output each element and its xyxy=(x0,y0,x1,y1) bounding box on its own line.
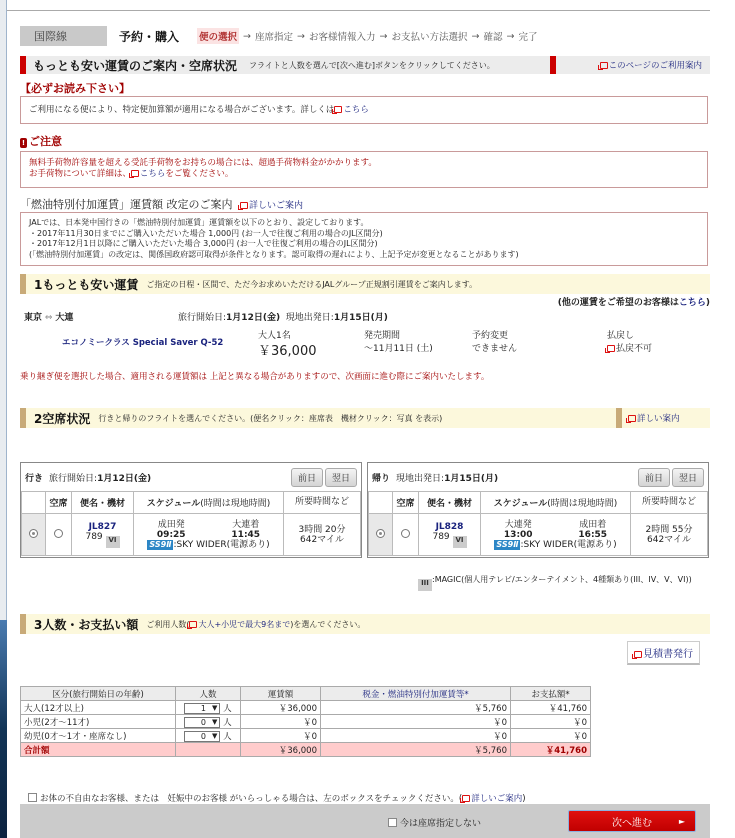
flight-number-link[interactable]: JL827 xyxy=(88,521,117,532)
page-help-link[interactable]: このページのご利用案内 xyxy=(600,59,702,71)
accent-bar xyxy=(20,56,26,74)
section-title: 3人数・お支払い額 xyxy=(34,617,139,632)
return-flight-panel xyxy=(367,462,709,558)
must-read-heading: 【必ずお読み下さい】 xyxy=(20,82,130,95)
col-header: 空席 xyxy=(393,492,419,514)
accent-bar xyxy=(20,408,26,428)
route-from: 東京 xyxy=(24,313,43,323)
arrow: → xyxy=(243,30,251,42)
roundtrip-icon: ⇔ xyxy=(44,313,53,323)
flight-date: 1月15日(月) xyxy=(444,473,499,484)
duration: 2時間 55分 xyxy=(645,524,693,535)
seat-availability-radio[interactable] xyxy=(401,529,410,538)
next-day-button[interactable]: 翌日 xyxy=(325,468,357,487)
table-row: 小児(2才～11才) 0 ▼ 人 ￥0 ￥0 ￥0 xyxy=(21,715,591,729)
arr-time: 11:45 xyxy=(231,529,261,540)
col-header: スケジュール(時間は現地時間) xyxy=(134,492,284,514)
travel-dates: 旅行開始日:1月12日(金) 現地出発日:1月15日(月) xyxy=(178,313,388,323)
arrow: → xyxy=(297,30,305,42)
col-header: 空席 xyxy=(46,492,72,514)
step: お客様情報入力 xyxy=(308,32,376,43)
arrow: → xyxy=(471,30,480,42)
fuel-detail-link[interactable]: 詳しいご案内 xyxy=(240,201,303,211)
baggage-link[interactable]: こちら xyxy=(131,169,166,179)
table-row: 幼児(0才～1才・座席なし) 0 ▼ 人 ￥0 ￥0 ￥0 xyxy=(21,729,591,743)
sky-wider-icon: SS9Ⅱ xyxy=(149,539,172,549)
magic-iii-icon: III xyxy=(418,579,432,591)
caution-box xyxy=(20,151,708,188)
external-window-icon xyxy=(240,202,248,209)
col-header: 便名・機材 xyxy=(419,492,481,514)
footer-bar xyxy=(20,804,710,838)
play-arrow-icon: ► xyxy=(678,816,685,826)
miles: 642マイル xyxy=(647,534,691,545)
step: 完了 xyxy=(518,32,538,43)
sale-period-label: 発売期間 xyxy=(364,331,401,341)
col-header: 所要時間など xyxy=(284,492,361,514)
section-title: 2空席状況 xyxy=(34,411,91,426)
no-seat-option: 今は座席指定しない xyxy=(388,816,481,829)
next-button[interactable]: 次へ進む ► xyxy=(568,810,696,832)
next-day-button[interactable]: 翌日 xyxy=(672,468,704,487)
accent-bar xyxy=(20,614,26,634)
col-header: 便名・機材 xyxy=(72,492,134,514)
prev-day-button[interactable]: 前日 xyxy=(638,468,670,487)
payment-header xyxy=(20,614,710,634)
section-description: 行きと帰りのフライトを選んでください。(便名クリック：座席表 機材クリック：写真 を表示) xyxy=(98,413,443,423)
col-header: お支払額* xyxy=(511,687,591,701)
external-window-icon xyxy=(334,106,342,113)
flight-row[interactable]: JL828 789 VI 大連発 成田着 13:00 16:55 SS9Ⅱ :SKY WIDER(電源あり) 2時間 55分 642マイル xyxy=(369,514,708,556)
fuel-line: ・2017年12月1日以降にご購入いただいた場合 3,000円 (お一人で往復ご利用の場合のJL区間分) xyxy=(29,239,378,248)
connection-note: 乗り継ぎ便を選択した場合、適用される運賃額は 上記と異なる場合がありますので、次画面に進む際にご案内いたします。 xyxy=(20,372,490,382)
aircraft-link[interactable]: 789 xyxy=(85,531,103,542)
prev-day-button[interactable]: 前日 xyxy=(291,468,323,487)
aircraft-link[interactable]: 789 xyxy=(432,531,450,542)
refund-label: 払戻し xyxy=(607,331,635,341)
passenger-limit-link[interactable]: 大人+小児で最大9名まで xyxy=(189,620,290,629)
other-fares-link[interactable]: こちら xyxy=(678,298,706,308)
must-read-box xyxy=(20,96,708,124)
flight-table xyxy=(21,491,361,556)
flight-table xyxy=(368,491,708,556)
top-divider xyxy=(7,10,710,11)
caution-line: お手荷物について詳細は、 こちらをご覧ください。 xyxy=(29,169,234,179)
flight-select-radio[interactable] xyxy=(29,529,38,538)
step: 座席指定 xyxy=(255,32,294,43)
magic-vi-icon: VI xyxy=(106,536,120,548)
pax-label: 大人1名 xyxy=(258,331,291,341)
col-header: 税金・燃油特別付加運賃等* xyxy=(321,687,511,701)
fare-name: エコノミークラス Special Saver Q-52 xyxy=(62,338,224,348)
outbound-flight-panel xyxy=(20,462,362,558)
external-window-icon xyxy=(628,415,636,422)
col-header: 運賃額 xyxy=(241,687,321,701)
browser-side-edge xyxy=(0,0,7,838)
flight-date: 1月12日(金) xyxy=(97,473,152,484)
child-count-select[interactable]: 0 ▼ xyxy=(184,717,220,728)
no-seat-checkbox[interactable] xyxy=(388,818,397,827)
flight-row[interactable]: JL827 789 VI 成田発 大連着 09:25 11:45 SS9Ⅱ :SKY WIDER(電源あり) 3時間 20分 642マイル xyxy=(22,514,361,556)
step-current: 便の選択 xyxy=(197,28,239,44)
total-row: 合計額 ￥36,000 ￥5,760 ￥41,760 xyxy=(21,743,591,757)
alert-icon: ! xyxy=(21,139,26,147)
must-read-link[interactable]: こちら xyxy=(334,105,369,115)
section-title: もっとも安い運賃のご案内・空席状況 xyxy=(33,58,238,73)
step: 確認 xyxy=(483,32,503,43)
availability-help-link[interactable]: 詳しい案内 xyxy=(628,412,680,424)
dep-time: 13:00 xyxy=(503,529,533,540)
fare-price: ￥36,000 xyxy=(258,344,317,359)
section-description: ご指定の日程・区間で、ただ今お求めいただけるJALグループ正規割引運賃をご案内します。 xyxy=(146,279,478,289)
route-to: 大連 xyxy=(55,313,74,323)
sale-period: ～11月11日 (土) xyxy=(364,344,433,354)
refund-link[interactable]: 払戻不可 xyxy=(607,341,652,354)
external-window-icon xyxy=(131,170,139,177)
arr-time: 16:55 xyxy=(578,529,608,540)
accent-bar xyxy=(20,274,26,294)
adult-count-select[interactable]: 1 ▼ xyxy=(184,703,220,714)
direction-label: 行き xyxy=(25,473,44,484)
page-header xyxy=(20,26,710,46)
availability-header xyxy=(20,408,710,428)
main-section-header xyxy=(20,56,710,74)
caution-heading: ! ご注意 xyxy=(21,135,62,148)
progress-steps xyxy=(197,28,537,44)
payment-table xyxy=(20,686,591,757)
col-header: 人数 xyxy=(176,687,241,701)
miles: 642マイル xyxy=(300,534,344,545)
special-assist-row: お体の不自由なお客様、または 妊娠中のお客様 がいらっしゃる場合は、左のボックスをチェックください。( 詳しいご案内) xyxy=(28,792,526,804)
accent-bar xyxy=(550,56,556,74)
accent-bar xyxy=(616,408,622,428)
route-line xyxy=(24,310,714,323)
change-label: 予約変更 xyxy=(472,331,509,341)
fuel-notice-box xyxy=(20,212,708,266)
dep-time: 09:25 xyxy=(156,529,186,540)
category-tab: 国際線 xyxy=(20,26,107,46)
flight-number-link[interactable]: JL828 xyxy=(435,521,464,532)
external-window-icon xyxy=(189,621,197,628)
special-assist-checkbox[interactable] xyxy=(28,793,37,802)
change-value: できません xyxy=(472,344,518,354)
other-fares: (他の運賃をご希望のお客様はこちら) xyxy=(557,298,710,308)
external-window-icon xyxy=(607,345,615,352)
sky-wider-icon: SS9Ⅱ xyxy=(496,539,519,549)
special-assist-link[interactable]: 詳しいご案内 xyxy=(462,794,522,804)
direction-label: 帰り xyxy=(372,473,391,484)
arrow: → xyxy=(506,30,515,42)
table-row: 大人(12才以上) 1 ▼ 人 ￥36,000 ￥5,760 ￥41,760 xyxy=(21,701,591,715)
section-description: フライトと人数を選んで[次へ進む]ボタンをクリックしてください。 xyxy=(249,60,495,70)
magic-legend: III :MAGIC(個人用テレビ/エンターテイメント、4種類あり(III、IV、V、VI)) xyxy=(418,574,692,591)
duration: 3時間 20分 xyxy=(298,524,346,535)
arrow: → xyxy=(379,30,388,42)
section-title: 1もっとも安い運賃 xyxy=(34,277,139,292)
fuel-line: ・2017年11月30日までにご購入いただいた場合 1,000円 (お一人で往復ご利用の場合のJL区間分) xyxy=(29,228,383,238)
col-header: 所要時間など xyxy=(631,492,708,514)
fuel-line: (「燃油特別付加運賃」の改定は、関係国政府認可取得が条件となります。認可取得の遅れにより、上記予定が変更となることがあります) xyxy=(29,249,519,259)
cheapest-fare-header xyxy=(20,274,710,294)
caution-line: 無料手荷物許容量を超える受託手荷物をお持ちの場合には、超過手荷物料金がかかります。 xyxy=(29,158,377,168)
fuel-line: JALでは、日本発中国行きの「燃油特別付加運賃」運賃額を以下のとおり、設定しております。 xyxy=(29,218,369,227)
col-header: スケジュール(時間は現地時間) xyxy=(481,492,631,514)
page-title: 予約・購入 xyxy=(119,29,180,44)
estimate-button[interactable]: 見積書発行 xyxy=(627,641,700,665)
external-window-icon xyxy=(600,62,608,69)
step: お支払い方法選択 xyxy=(391,32,468,43)
fuel-notice-heading: 「燃油特別付加運賃」運賃額 改定のご案内 詳しいご案内 xyxy=(20,198,304,211)
flight-select-radio[interactable] xyxy=(376,529,385,538)
must-read-text: ご利用になる便により、特定便加算額が適用になる場合がございます。詳しくは xyxy=(29,105,335,115)
infant-count-select[interactable]: 0 ▼ xyxy=(184,731,220,742)
section-description: ご利用人数( 大人+小児で最大9名まで)を選んでください。 xyxy=(146,619,366,629)
panel-header: 帰り 現地出発日: 1月15日(月) 前日 翌日 xyxy=(368,463,708,491)
col-header: 区分(旅行開始日の年齢) xyxy=(21,687,176,701)
external-window-icon xyxy=(634,651,642,658)
seat-availability-radio[interactable] xyxy=(54,529,63,538)
panel-header: 行き 旅行開始日: 1月12日(金) 前日 翌日 xyxy=(21,463,361,491)
magic-vi-icon: VI xyxy=(453,536,467,548)
external-window-icon xyxy=(462,795,470,802)
